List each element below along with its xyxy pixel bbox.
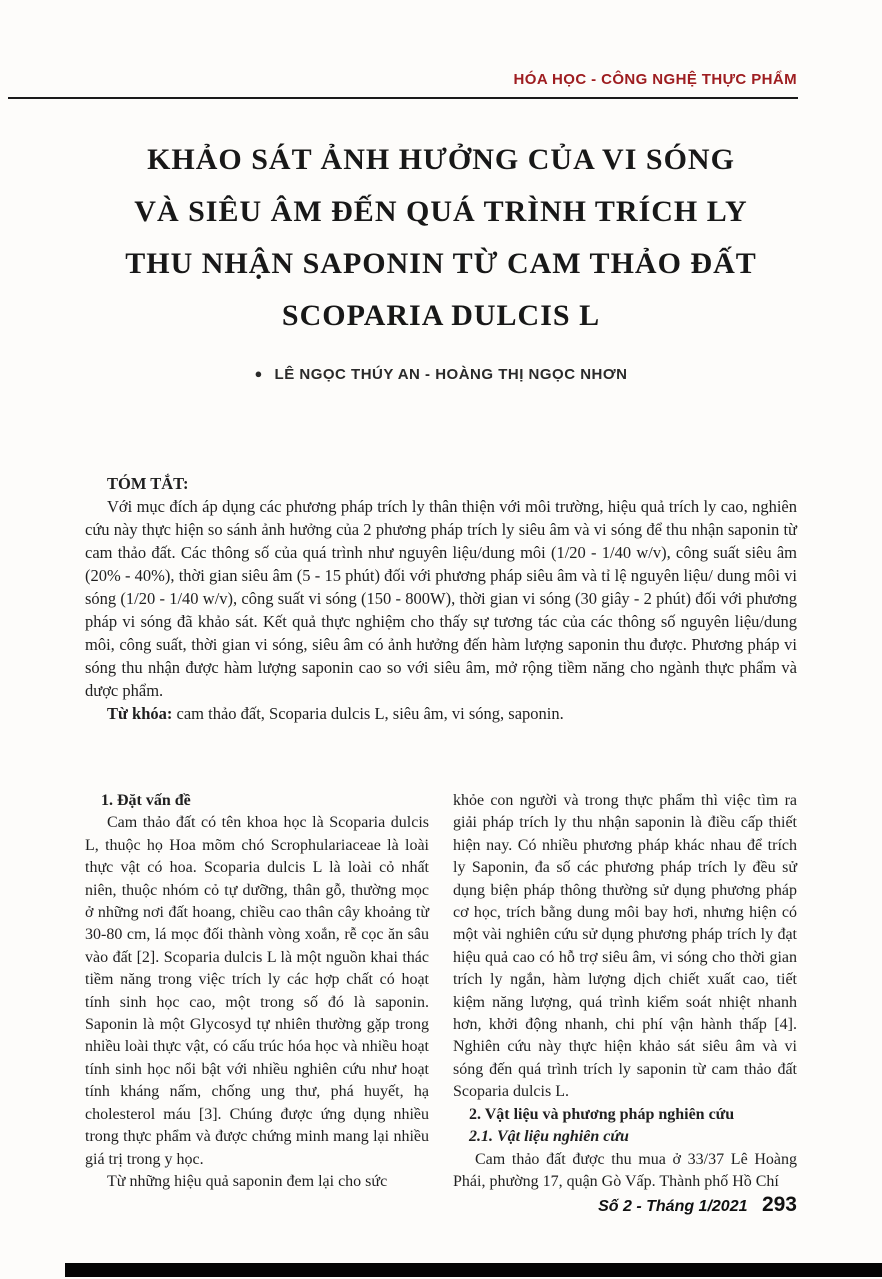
body-column-left — [85, 790, 429, 1193]
header-divider-rule — [8, 97, 798, 99]
article-title-line: VÀ SIÊU ÂM ĐẾN QUÁ TRÌNH TRÍCH LY — [134, 195, 748, 228]
section-2-1-heading: 2.1. Vật liệu nghiên cứu — [469, 1128, 629, 1146]
abstract-heading: TÓM TẮT: — [107, 474, 189, 493]
bottom-scan-bar — [65, 1263, 882, 1277]
keywords-text: cam thảo đất, Scoparia dulcis L, siêu âm, vi sóng, saponin. — [172, 704, 564, 723]
author-names: LÊ NGỌC THÚY AN - HOÀNG THỊ NGỌC NHƠN — [274, 366, 628, 383]
footer-page-number: 293 — [761, 1193, 797, 1216]
footer-issue-label: Số 2 - Tháng 1/2021 — [598, 1198, 748, 1215]
page-footer — [598, 1193, 797, 1217]
author-bullet-icon: ● — [254, 366, 263, 381]
article-title-line: KHẢO SÁT ẢNH HƯỞNG CỦA VI SÓNG — [147, 143, 735, 176]
journal-section-label: HÓA HỌC - CÔNG NGHỆ THỰC PHẨM — [513, 71, 797, 88]
article-body-columns — [85, 790, 797, 1193]
section-2-heading: 2. Vật liệu và phương pháp nghiên cứu — [469, 1105, 735, 1123]
body-paragraph: Cam thảo đất được thu mua ở 33/37 Lê Hoàng Phái, phường 17, quận Gò Vấp. Thành phố Hồ Chí — [453, 1150, 797, 1190]
body-column-right — [453, 790, 797, 1193]
section-1-heading: 1. Đặt vấn đề — [101, 792, 191, 809]
article-title-line: SCOPARIA DULCIS L — [281, 299, 601, 332]
body-paragraph: khỏe con người và trong thực phẩm thì việc tìm ra giải pháp trích ly thu nhận saponin là điều cấp thiết hiện nay. Có nhiều phương pháp khác nhau để trích ly Saponin, đa số các phương pháp trích ly đều sử dụng biện pháp thông thường sử dụng phương pháp cơ học, trích bằng dung môi bay hơi, nhưng hiện có một vài nghiên cứu sử dụng phương pháp trích ly đạt hiệu quả cao có hỗ trợ siêu âm, vi sóng cho thời gian trích ly ngắn, hàm lượng dịch chiết xuất cao, tiết kiệm năng lượng, quá trình kiểm soát nhiệt nhanh hơn, khởi động nhanh, chi phí vận hành thấp [4]. Nghiên cứu này thực hiện khảo sát siêu âm và vi sóng đến quá trình trích ly saponin từ cam thảo đất Scoparia dulcis L. — [453, 792, 797, 1101]
keywords-line — [85, 702, 797, 725]
body-paragraph: Từ những hiệu quả saponin đem lại cho sức — [107, 1172, 388, 1190]
article-title — [55, 134, 827, 342]
abstract-section — [85, 472, 797, 725]
keywords-label: Từ khóa: — [107, 704, 173, 723]
body-paragraph: Cam thảo đất có tên khoa học là Scoparia dulcis L, thuộc họ Hoa mõm chó Scrophulariaceae là loài thực vật có hoa. Scoparia dulcis L là loài cỏ nhất niên, thuộc nhóm cỏ tự dưỡng, thân gỗ, thường mọc ở những nơi đất hoang, chiều cao thân cây khoảng từ 30-80 cm, lá mọc đối thành vòng xoắn, rễ cọc ăn sâu vào đất [2]. Scoparia dulcis L là một nguồn khai thác tiềm năng trong việc trích ly các hợp chất có hoạt tính sinh học cao, một trong số đó là saponin. Saponin là một Glycosyd tự nhiên thường gặp trong nhiều loài thực vật, có cấu trúc hóa học và nhiều hoạt tính sinh học nổi bật với nhiều nghiên cứu như hoạt tính kháng nấm, chống ung thư, phá huyết, hạ cholesterol máu [3]. Chúng được ứng dụng nhiều trong thực phẩm và được chứng minh mang lại nhiều giá trị trong y học. — [85, 814, 429, 1168]
article-title-line: THU NHẬN SAPONIN TỪ CAM THẢO ĐẤT — [125, 247, 757, 280]
abstract-body: Với mục đích áp dụng các phương pháp trích ly thân thiện với môi trường, hiệu quả trích ly cao, nghiên cứu này thực hiện so sánh ảnh hưởng của 2 phương pháp trích ly siêu âm và vi sóng để thu nhận saponin từ cam thảo đất. Các thông số của quá trình như nguyên liệu/dung môi (1/20 - 1/40 w/v), công suất siêu âm (20% - 40%), thời gian siêu âm (5 - 15 phút) đối với phương pháp siêu âm và tỉ lệ nguyên liệu/ dung môi vi sóng (1/20 - 1/40 w/v), công suất vi sóng (150 - 800W), thời gian vi sóng (30 giây - 2 phút) đối với phương pháp vi sóng đã khảo sát. Kết quả thực nghiệm cho thấy sự tương tác của các thông số nguyên liệu/dung môi, công suất, thời gian vi sóng, siêu âm có ảnh hưởng đến hàm lượng saponin thu được. Phương pháp vi sóng thu nhận được hàm lượng saponin cao so với siêu âm, mở rộng tiềm năng cho ngành thực phẩm và dược phẩm. — [85, 497, 797, 700]
authors-line — [0, 366, 882, 383]
